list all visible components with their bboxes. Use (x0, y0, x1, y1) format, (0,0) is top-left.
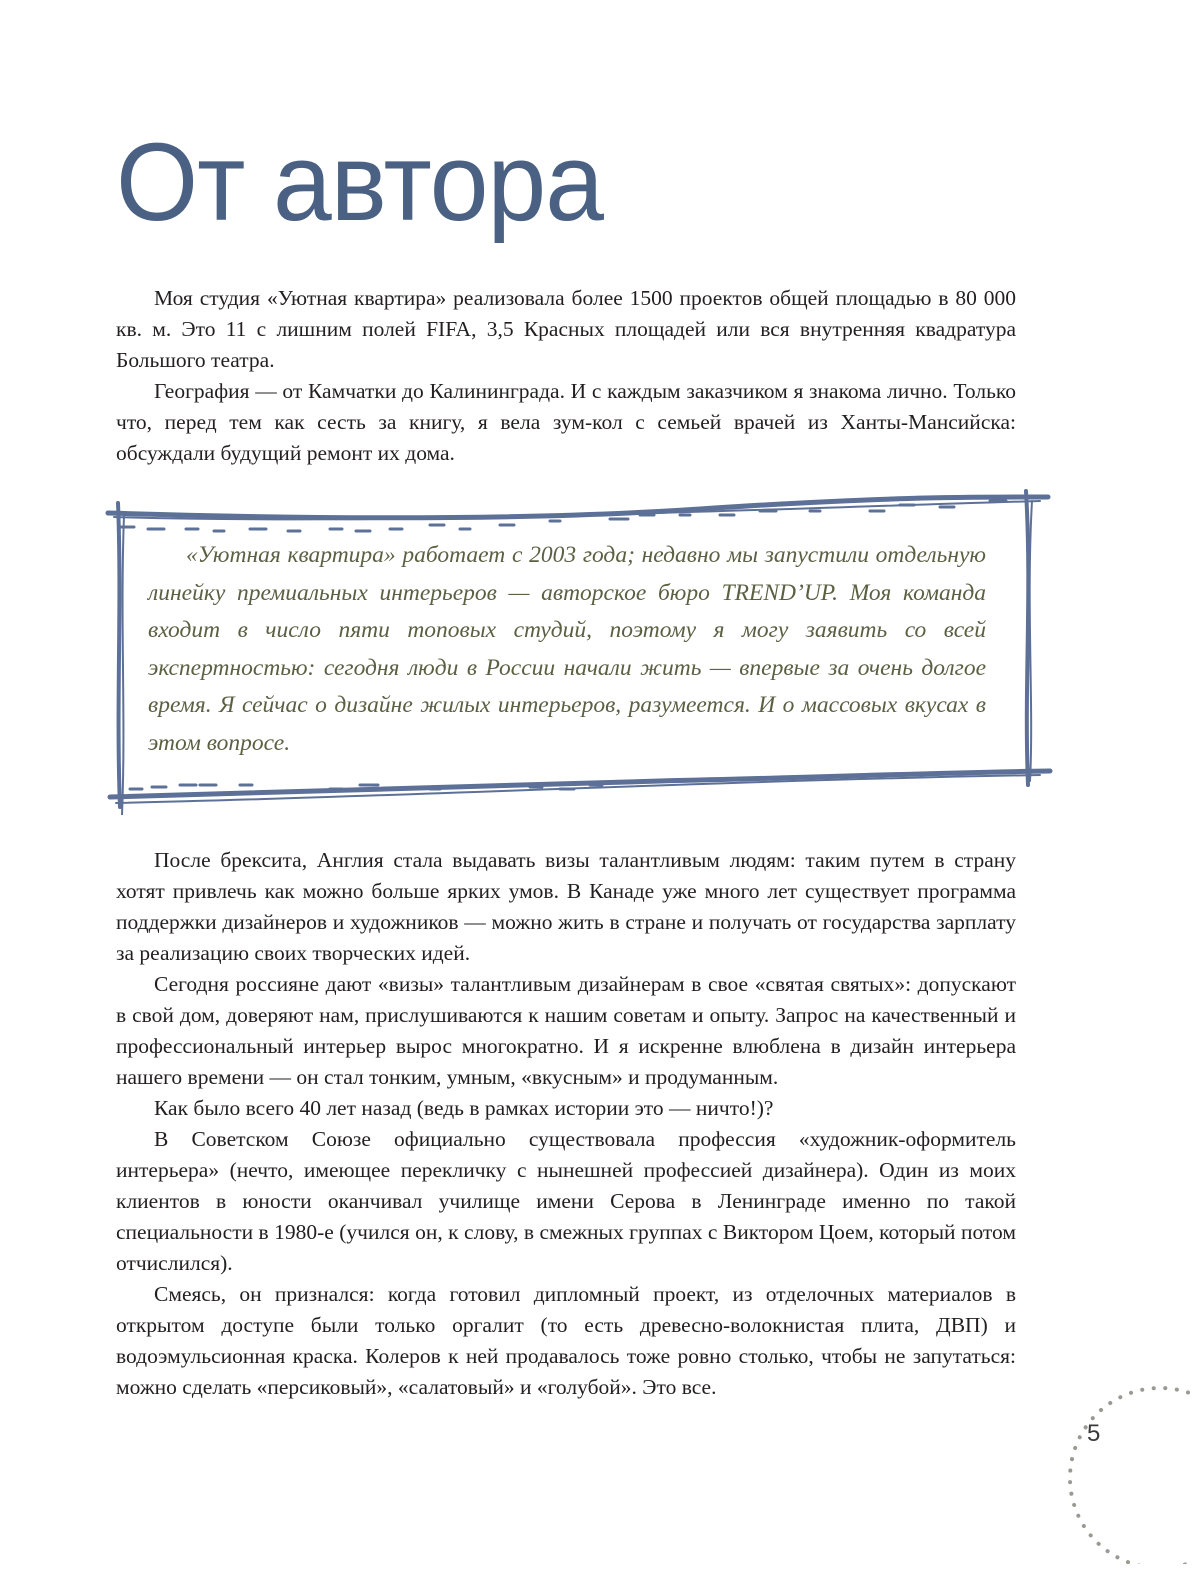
main-section (116, 845, 1016, 1403)
paragraph: В Советском Союзе официально существовала профессия «художник-оформитель интерьера» (нечто, имеющее перекличку с нынешней профессией дизайнера). Один из моих клиентов в юности оканчивал училище имени Серова в Ленинграде именно по такой специальности в 1980-е (учился он, к слову, в смежных группах с Виктором Цоем, который потом отчислился). (116, 1127, 1016, 1275)
paragraph: Смеясь, он признался: когда готовил дипломный проект, из отделочных материалов в открытом доступе были только оргалит (то есть древесно-волокнистая плита, ДВП) и водоэмульсионная краска. Колеров к ней продавалось тоже ровно столько, чтобы не запутаться: можно сделать «персиковый», «салатовый» и «голубой». Это все. (116, 1282, 1016, 1399)
paragraph: Сегодня россияне дают «визы» талантливым дизайнерам в свое «святая святых»: допускают в свой дом, доверяют нам, прислушиваются к нашим советам и опыту. Запрос на качественный и профессиональный интерьер вырос многократно. И я искренне влюблена в дизайн интерьера нашего времени — он стал тонким, умным, «вкусным» и продуманным. (116, 972, 1016, 1089)
pull-quote: «Уютная квартира» работает с 2003 года; недавно мы запустили отдельную линейку премиальных интерьеров — авторское бюро TREND’UP. Моя команда входит в число пяти топовых студий, поэтому я могу заявить со всей экспертностью: сегодня люди в России начали жить — впервые за очень долгое время. Я сейчас о дизайне жилых интерьеров, разумеется. И о массовых вкусах в этом вопросе. (148, 542, 986, 756)
intro-section (116, 283, 1016, 469)
paragraph: География — от Камчатки до Калининграда. И с каждым заказчиком я знакома лично. Только что, перед тем как сесть за книгу, я вела зум-кол с семьей врачей из Ханты-Мансийска: обсуждали будущий ремонт их дома. (116, 379, 1016, 465)
paragraph: Моя студия «Уютная квартира» реализовала более 1500 проектов общей площадью в 80 000 кв. м. Это 11 с лишним полей FIFA, 3,5 Красных площадей или вся внутренняя квадратура Большого театра. (116, 286, 1016, 372)
paragraph: После брексита, Англия стала выдавать визы талантливым людям: таким путем в страну хотят привлечь как можно больше ярких умов. В Канаде уже много лет существует программа поддержки дизайнеров и художников — можно жить в стране и получать от государства зарплату за реализацию своих творческих идей. (116, 848, 1016, 965)
page-number-badge (1040, 1370, 1192, 1564)
page-number: 5 (1087, 1420, 1101, 1447)
dotted-circle-icon (1040, 1370, 1192, 1564)
page-title: От автора (116, 121, 604, 244)
paragraph: Как было всего 40 лет назад (ведь в рамках истории это — ничто!)? (154, 1096, 774, 1120)
quote-box (100, 485, 1060, 815)
